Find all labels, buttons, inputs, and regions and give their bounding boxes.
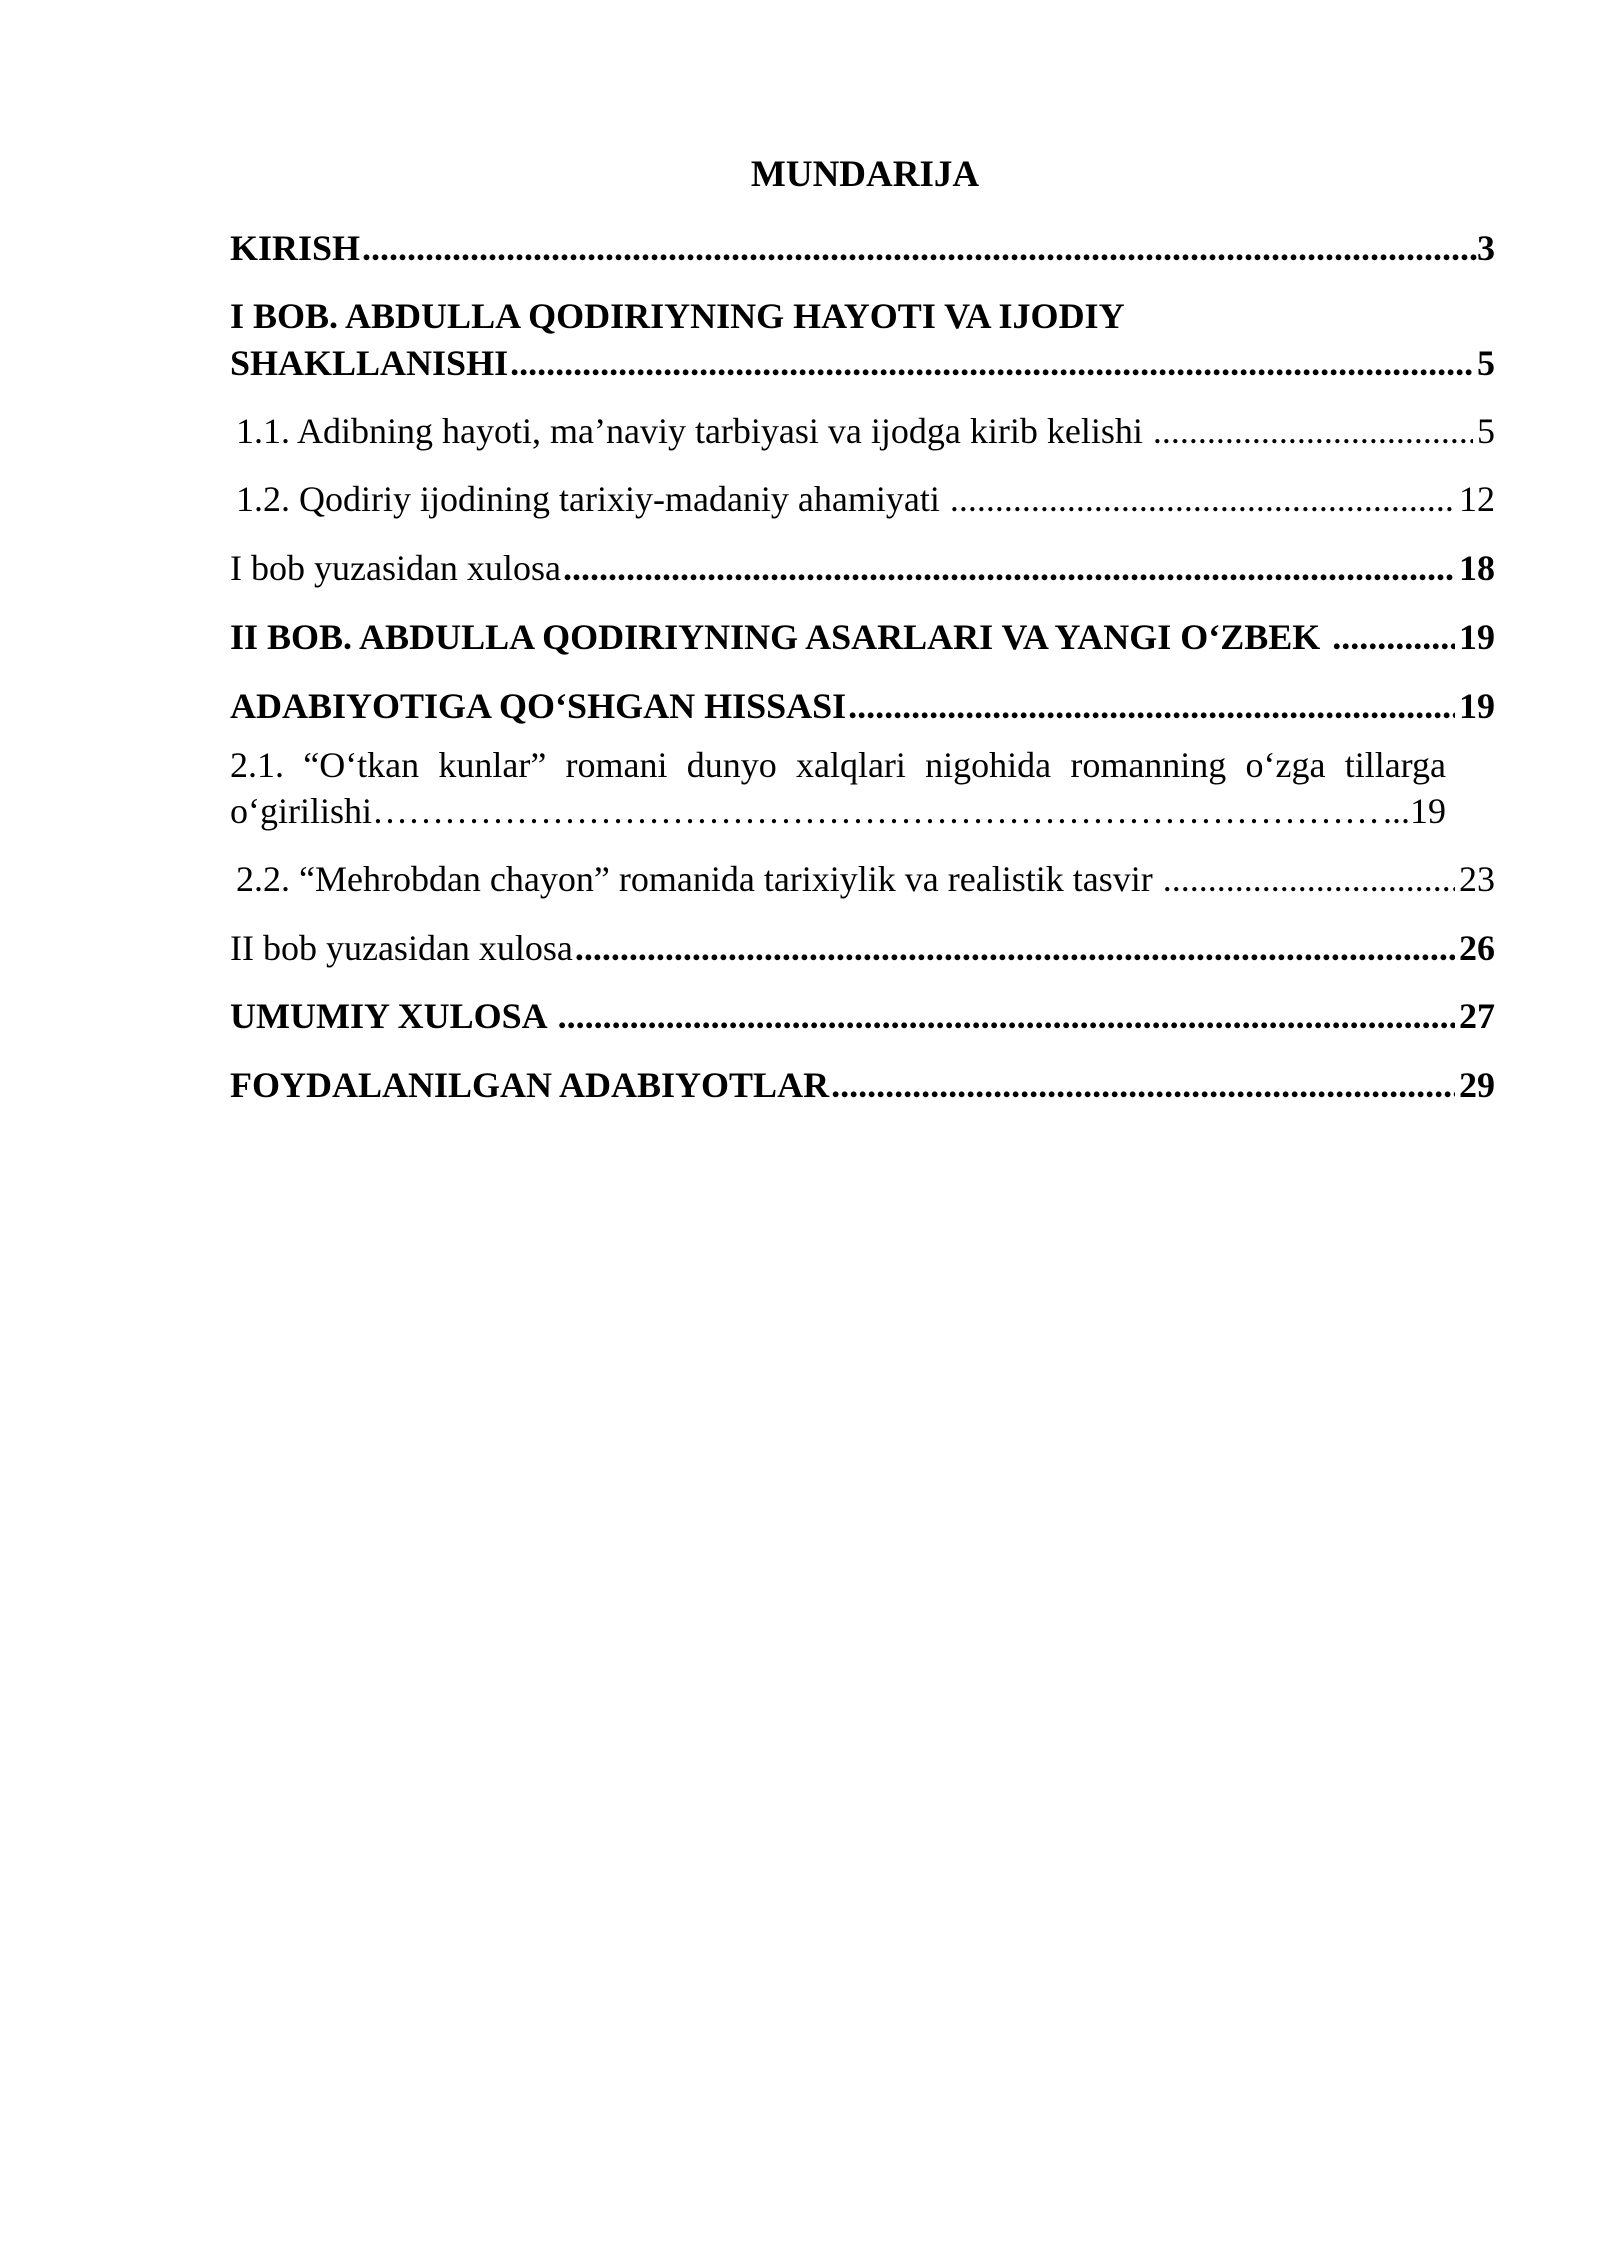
- toc-entry-bob2-line2[interactable]: [230, 683, 1495, 729]
- toc-entry-page: 27: [1459, 996, 1495, 1036]
- toc-entry-label: FOYDALANILGAN ADABIYOTLAR: [230, 1065, 830, 1105]
- toc-entry-2-2[interactable]: [230, 856, 1495, 902]
- page-title: MUNDARIJA: [750, 154, 980, 195]
- toc-entry-label: o‘girilishi: [230, 791, 372, 831]
- dot-leader: [558, 993, 1455, 1039]
- dot-leader: [563, 545, 1455, 591]
- dot-leader: [831, 1062, 1455, 1108]
- dot-leader: [1153, 408, 1473, 454]
- toc-entry-label: 1.2. Qodiriy ijodining tarixiy-madaniy ahamiyati: [236, 479, 940, 519]
- toc-entry-xulosa-2[interactable]: [230, 925, 1495, 971]
- toc-entry-2-1[interactable]: [230, 788, 1446, 834]
- toc-entry-page: 3: [1477, 228, 1495, 268]
- toc-entry-label: 1.1. Adibning hayoti, ma’naviy tarbiyasi va ijodga kirib kelishi: [236, 411, 1143, 451]
- toc-entry-label: II BOB. ABDULLA QODIRIYNING ASARLARI VA YANGI O‘ZBEK: [230, 617, 1321, 657]
- toc-entry-label: UMUMIY XULOSA: [230, 996, 548, 1036]
- toc-entry-label: ADABIYOTIGA QO‘SHGAN HISSASI: [230, 686, 847, 726]
- toc-entry-label: 2.2. “Mehrobdan chayon” romanida tarixiylik va realistik tasvir: [236, 859, 1153, 899]
- dot-leader: [950, 476, 1455, 522]
- dot-leader: [510, 340, 1473, 386]
- dot-leader: [362, 225, 1477, 271]
- toc-entry-page: 12: [1459, 479, 1495, 519]
- toc-entry-page: 19: [1459, 686, 1495, 726]
- dot-leader: [848, 683, 1455, 729]
- dot-leader: [575, 925, 1455, 971]
- toc-entry-adabiyotlar[interactable]: [230, 1062, 1495, 1108]
- toc-entry-page: 5: [1477, 343, 1495, 383]
- toc-entry-bob2-line1[interactable]: [230, 614, 1495, 660]
- dot-leader: [1163, 856, 1455, 902]
- toc-entry-2-1-line1[interactable]: 2.1. “O‘tkan kunlar” romani dunyo xalqlari nigohida romanning o‘zga tillarga: [230, 745, 1446, 785]
- toc-entry-page: ...19: [1383, 791, 1446, 831]
- toc-entry-label: II bob yuzasidan xulosa: [230, 928, 573, 968]
- toc-entry-1-1[interactable]: [230, 408, 1495, 454]
- ellipsis-leader: [372, 788, 1383, 834]
- toc-entry-page: 5: [1477, 411, 1495, 451]
- toc-entry-page: 23: [1459, 859, 1495, 899]
- toc-entry-xulosa-1[interactable]: [230, 545, 1495, 591]
- toc-entry-bob1[interactable]: [230, 340, 1495, 386]
- toc-entry-bob1-line1[interactable]: I BOB. ABDULLA QODIRIYNING HAYOTI VA IJODIY: [230, 296, 1125, 336]
- toc-entry-page: 26: [1459, 928, 1495, 968]
- toc-entry-kirish[interactable]: [230, 225, 1495, 271]
- toc-entry-1-2[interactable]: [230, 476, 1495, 522]
- toc-entry-label: SHAKLLANISHI: [230, 343, 509, 383]
- dot-leader: [1332, 614, 1455, 660]
- toc-entry-label: KIRISH: [230, 228, 361, 268]
- toc-entry-label: I bob yuzasidan xulosa: [230, 548, 561, 588]
- toc-entry-umumiy-xulosa[interactable]: [230, 993, 1495, 1039]
- toc-entry-page: 18: [1459, 548, 1495, 588]
- toc-entry-page: 29: [1459, 1065, 1495, 1105]
- toc-entry-page: 19: [1459, 617, 1495, 657]
